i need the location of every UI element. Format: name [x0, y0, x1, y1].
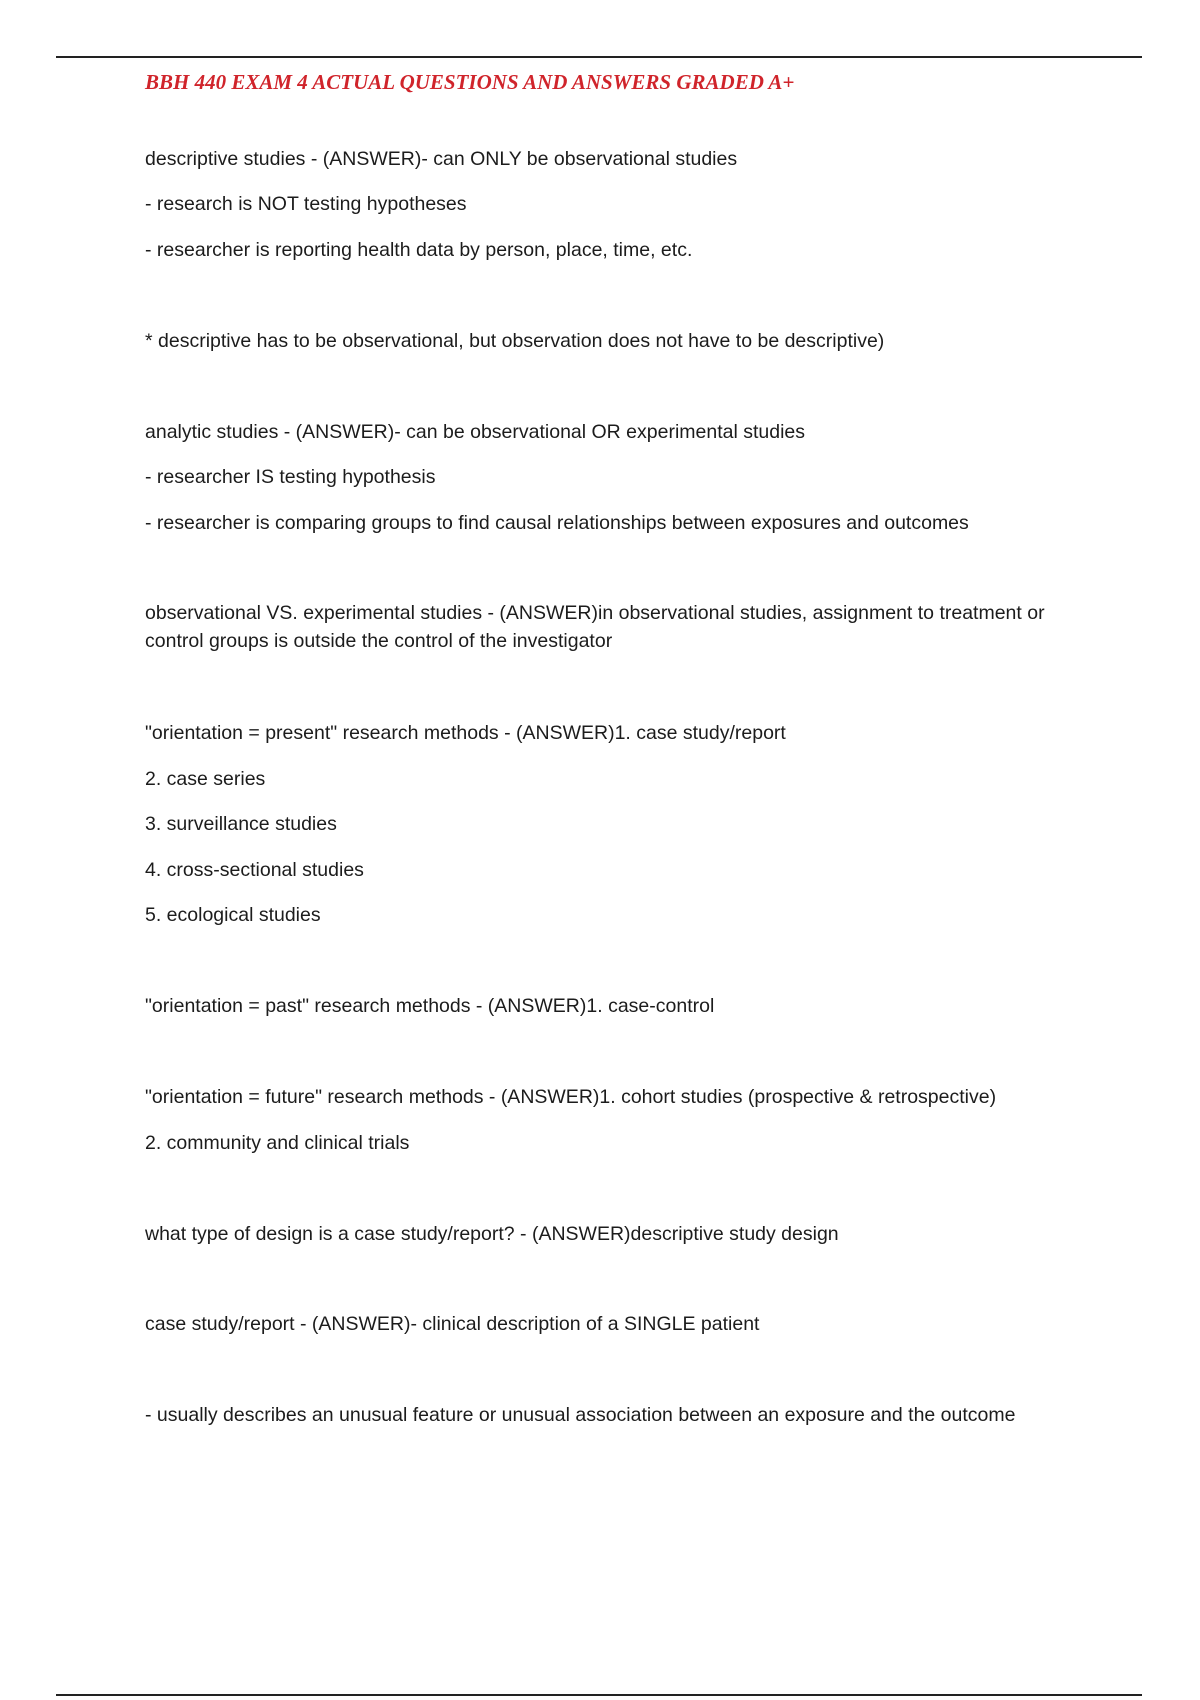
text-line: - researcher is comparing groups to find causal relationships between exposures and outcomes: [145, 512, 969, 534]
text-line: analytic studies - (ANSWER)- can be observational OR experimental studies: [145, 421, 806, 443]
text-line: 4. cross-sectional studies: [145, 859, 364, 881]
text-line: - researcher is reporting health data by person, place, time, etc.: [145, 239, 693, 261]
text-line: descriptive studies - (ANSWER)- can ONLY be observational studies: [145, 148, 738, 170]
text-line: 2. community and clinical trials: [145, 1132, 410, 1154]
text-line: * descriptive has to be observational, but observation does not have to be descriptive): [145, 330, 885, 352]
text-paragraph: observational VS. experimental studies - (ANSWER)in observational studies, assignment to treatment or control groups is outside the control of the investigator: [145, 602, 1045, 652]
text-line: - usually describes an unusual feature or unusual association between an exposure and the outcome: [145, 1404, 1016, 1426]
text-line: "orientation = future" research methods - (ANSWER)1. cohort studies (prospective & retrospective): [145, 1086, 997, 1108]
text-line: what type of design is a case study/report? - (ANSWER)descriptive study design: [145, 1223, 839, 1245]
text-line: 3. surveillance studies: [145, 813, 337, 835]
text-line: 2. case series: [145, 768, 266, 790]
text-line: - research is NOT testing hypotheses: [145, 193, 467, 215]
text-line: "orientation = present" research methods - (ANSWER)1. case study/report: [145, 722, 786, 744]
text-line: "orientation = past" research methods - (ANSWER)1. case-control: [145, 995, 715, 1017]
top-divider: [56, 56, 1142, 58]
text-line: - researcher IS testing hypothesis: [145, 466, 436, 488]
bottom-divider: [56, 1694, 1142, 1696]
text-line: case study/report - (ANSWER)- clinical description of a SINGLE patient: [145, 1313, 760, 1335]
text-line: 5. ecological studies: [145, 904, 321, 926]
document-title: BBH 440 EXAM 4 ACTUAL QUESTIONS AND ANSWERS GRADED A+: [145, 70, 795, 94]
